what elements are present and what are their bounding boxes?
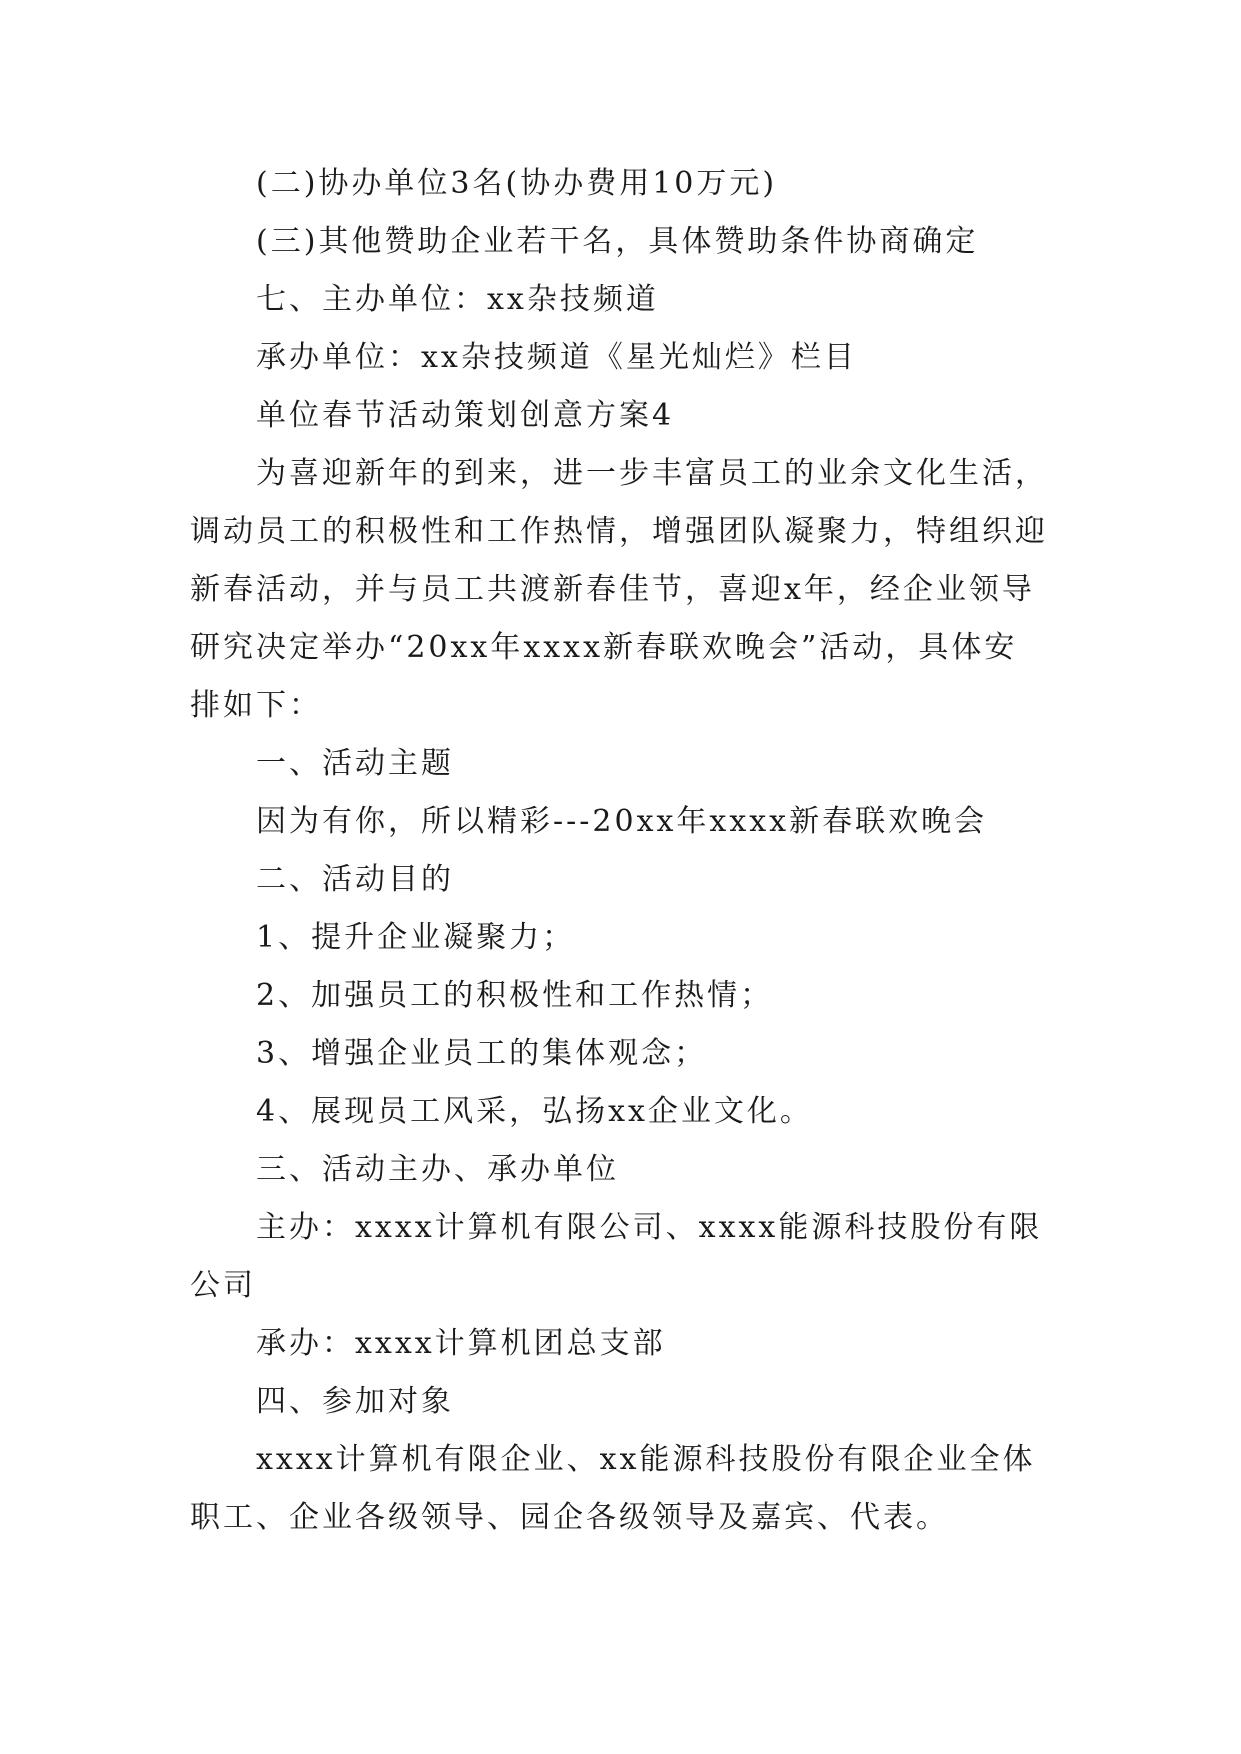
paragraph-line: 新春活动，并与员工共渡新春佳节，喜迎x年，经企业领导: [190, 572, 1035, 607]
paragraph-line: 主办：xxxx计算机有限公司、xxxx能源科技股份有限: [256, 1210, 1043, 1245]
section-heading: 一、活动主题: [256, 746, 454, 781]
paragraph-line: 承办单位：xx杂技频道《星光灿烂》栏目: [256, 340, 857, 375]
paragraph-line: 因为有你，所以精彩---20xx年xxxx新春联欢晚会: [256, 804, 988, 839]
paragraph-line: xxxx计算机有限企业、xx能源科技股份有限企业全体: [256, 1442, 1036, 1477]
section-heading: 七、主办单位：xx杂技频道: [256, 282, 659, 317]
paragraph-line: 承办：xxxx计算机团总支部: [256, 1326, 666, 1361]
list-item: 4、展现员工风采，弘扬xx企业文化。: [256, 1094, 813, 1129]
paragraph-line: 为喜迎新年的到来，进一步丰富员工的业余文化生活，: [256, 456, 1048, 491]
section-heading: 三、活动主办、承办单位: [256, 1152, 619, 1187]
section-heading: 四、参加对象: [256, 1384, 454, 1419]
paragraph-line: 公司: [190, 1268, 256, 1303]
list-item: 1、提升企业凝聚力；: [256, 920, 576, 955]
list-item: 3、增强企业员工的集体观念；: [256, 1036, 708, 1071]
paragraph-line: 调动员工的积极性和工作热情，增强团队凝聚力，特组织迎: [190, 514, 1048, 549]
paragraph-line: (二)协办单位3名(协办费用10万元): [256, 166, 778, 201]
paragraph-line: 排如下：: [190, 688, 322, 723]
document-title: 单位春节活动策划创意方案4: [256, 398, 675, 433]
section-heading: 二、活动目的: [256, 862, 454, 897]
list-item: 2、加强员工的积极性和工作热情；: [256, 978, 774, 1013]
paragraph-line: 职工、企业各级领导、园企各级领导及嘉宾、代表。: [190, 1500, 949, 1535]
paragraph-line: (三)其他赞助企业若干名，具体赞助条件协商确定: [256, 224, 979, 259]
paragraph-line: 研究决定举办“20xx年xxxx新春联欢晚会”活动，具体安: [190, 630, 1018, 665]
